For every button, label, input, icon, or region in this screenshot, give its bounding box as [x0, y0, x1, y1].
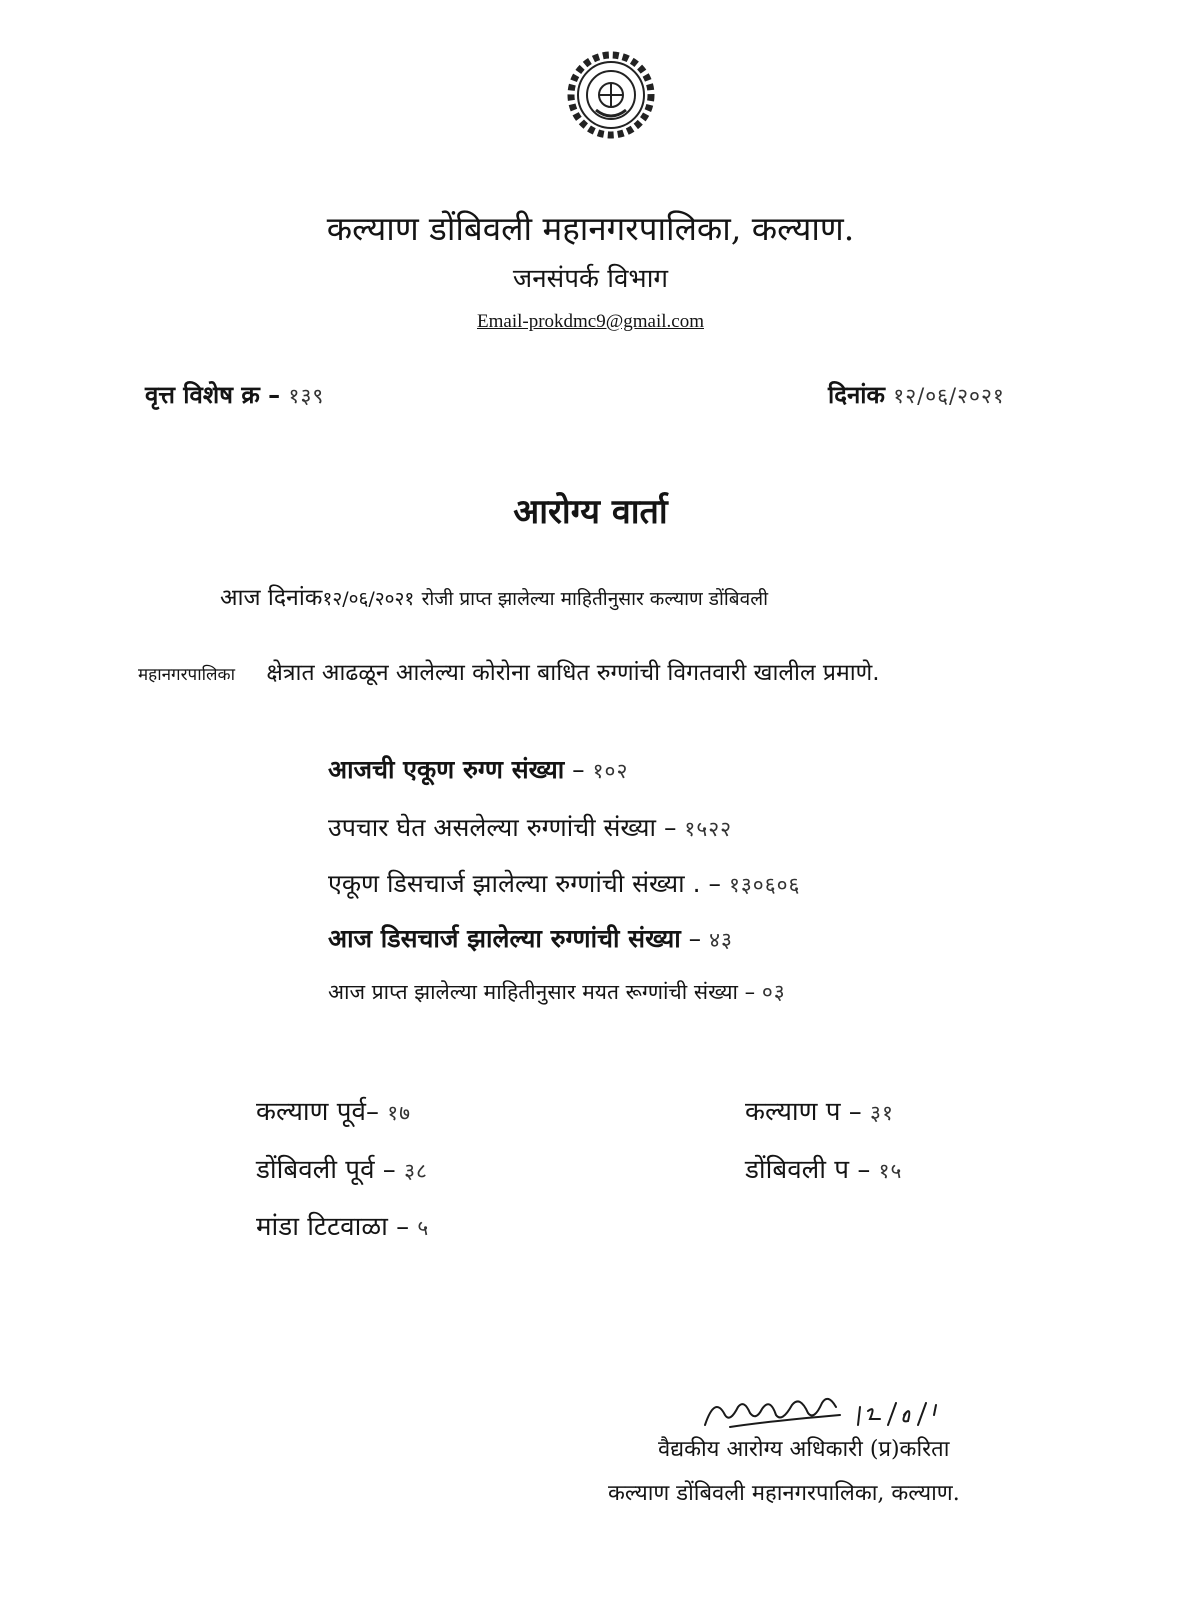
stat-value: ४३	[709, 928, 733, 952]
date-value: १२/०६/२०२१	[893, 384, 1005, 408]
ward-value: १५	[878, 1159, 903, 1183]
email-link[interactable]: Email-prokdmc9@gmail.com	[477, 311, 704, 332]
ward-manda-titwala	[256, 1207, 429, 1243]
intro-line2-prefix: महानगरपालिका	[138, 665, 236, 685]
ward-label: कल्याण पूर्व–	[256, 1097, 379, 1127]
stat-label: उपचार घेत असलेल्या रुग्णांची संख्या	[328, 813, 657, 842]
intro-line-2	[138, 655, 880, 687]
reference-value: १३९	[288, 384, 325, 408]
intro-line2-rest: क्षेत्रात आढळून आलेल्या कोरोना बाधित रुग्णांची विगतवारी खालील प्रमाणे.	[266, 660, 880, 686]
ward-label: डोंबिवली प –	[745, 1155, 871, 1185]
ward-value: ३१	[870, 1101, 894, 1125]
stat-today-total: आजची एकूण रुग्ण संख्या – १०२	[328, 755, 629, 784]
ward-kalyan-west	[745, 1092, 894, 1128]
ward-value: ५	[417, 1216, 430, 1240]
page-title: आरोग्य वार्ता	[513, 492, 668, 532]
seal-logo	[566, 50, 656, 140]
stat-label: आजची एकूण रुग्ण संख्या	[328, 755, 565, 784]
ward-dombivli-east	[256, 1150, 428, 1186]
reference-label: वृत्त विशेष क्र –	[145, 381, 281, 409]
ward-dombivli-west	[745, 1150, 902, 1186]
date-label: दिनांक	[828, 381, 885, 409]
intro-rest: रोजी प्राप्त झालेल्या माहितीनुसार कल्याण डोंबिवली	[421, 588, 769, 610]
stat-total-discharged: एकूण डिसचार्ज झालेल्या रुग्णांची संख्या . – १३०६०६	[328, 869, 801, 898]
signatory-title: वैद्यकीय आरोग्य अधिकारी (प्र)करिता	[658, 1437, 950, 1462]
organization-name: कल्याण डोंबिवली महानगरपालिका, कल्याण.	[326, 209, 855, 248]
stat-label: आज डिसचार्ज झालेल्या रुग्णांची संख्या	[328, 924, 681, 953]
ward-label: कल्याण प –	[745, 1097, 862, 1127]
document-date	[828, 378, 1005, 411]
stat-under-treatment: उपचार घेत असलेल्या रुग्णांची संख्या – १५२२	[328, 813, 733, 842]
ward-label: मांडा टिटवाळा –	[256, 1212, 410, 1242]
handwritten-signature	[700, 1385, 960, 1435]
stat-value: १०२	[592, 759, 629, 783]
signatory-organization: कल्याण डोंबिवली महानगरपालिका, कल्याण.	[608, 1481, 960, 1506]
ward-value: ३८	[404, 1159, 428, 1183]
stat-today-discharged: आज डिसचार्ज झालेल्या रुग्णांची संख्या – ४३	[328, 924, 733, 953]
ward-label: डोंबिवली पूर्व –	[256, 1155, 396, 1185]
reference-number	[145, 378, 324, 411]
ward-kalyan-east	[256, 1092, 411, 1128]
stat-label: एकूण डिसचार्ज झालेल्या रुग्णांची संख्या .	[328, 869, 701, 898]
stat-deaths: आज प्राप्त झालेल्या माहितीनुसार मयत रूग्णांची संख्या – ०३	[328, 980, 786, 1004]
stat-value: ०३	[761, 980, 786, 1004]
intro-line-1	[220, 580, 768, 612]
stat-value: १३०६०६	[728, 873, 801, 897]
intro-prefix: आज दिनांक	[220, 585, 323, 611]
stat-value: १५२२	[684, 817, 733, 841]
stat-label: आज प्राप्त झालेल्या माहितीनुसार मयत रूग्णांची संख्या	[328, 980, 738, 1004]
ward-value: १७	[387, 1101, 412, 1125]
intro-date: १२/०६/२०२१	[322, 588, 415, 610]
department-name: जनसंपर्क विभाग	[512, 264, 669, 294]
